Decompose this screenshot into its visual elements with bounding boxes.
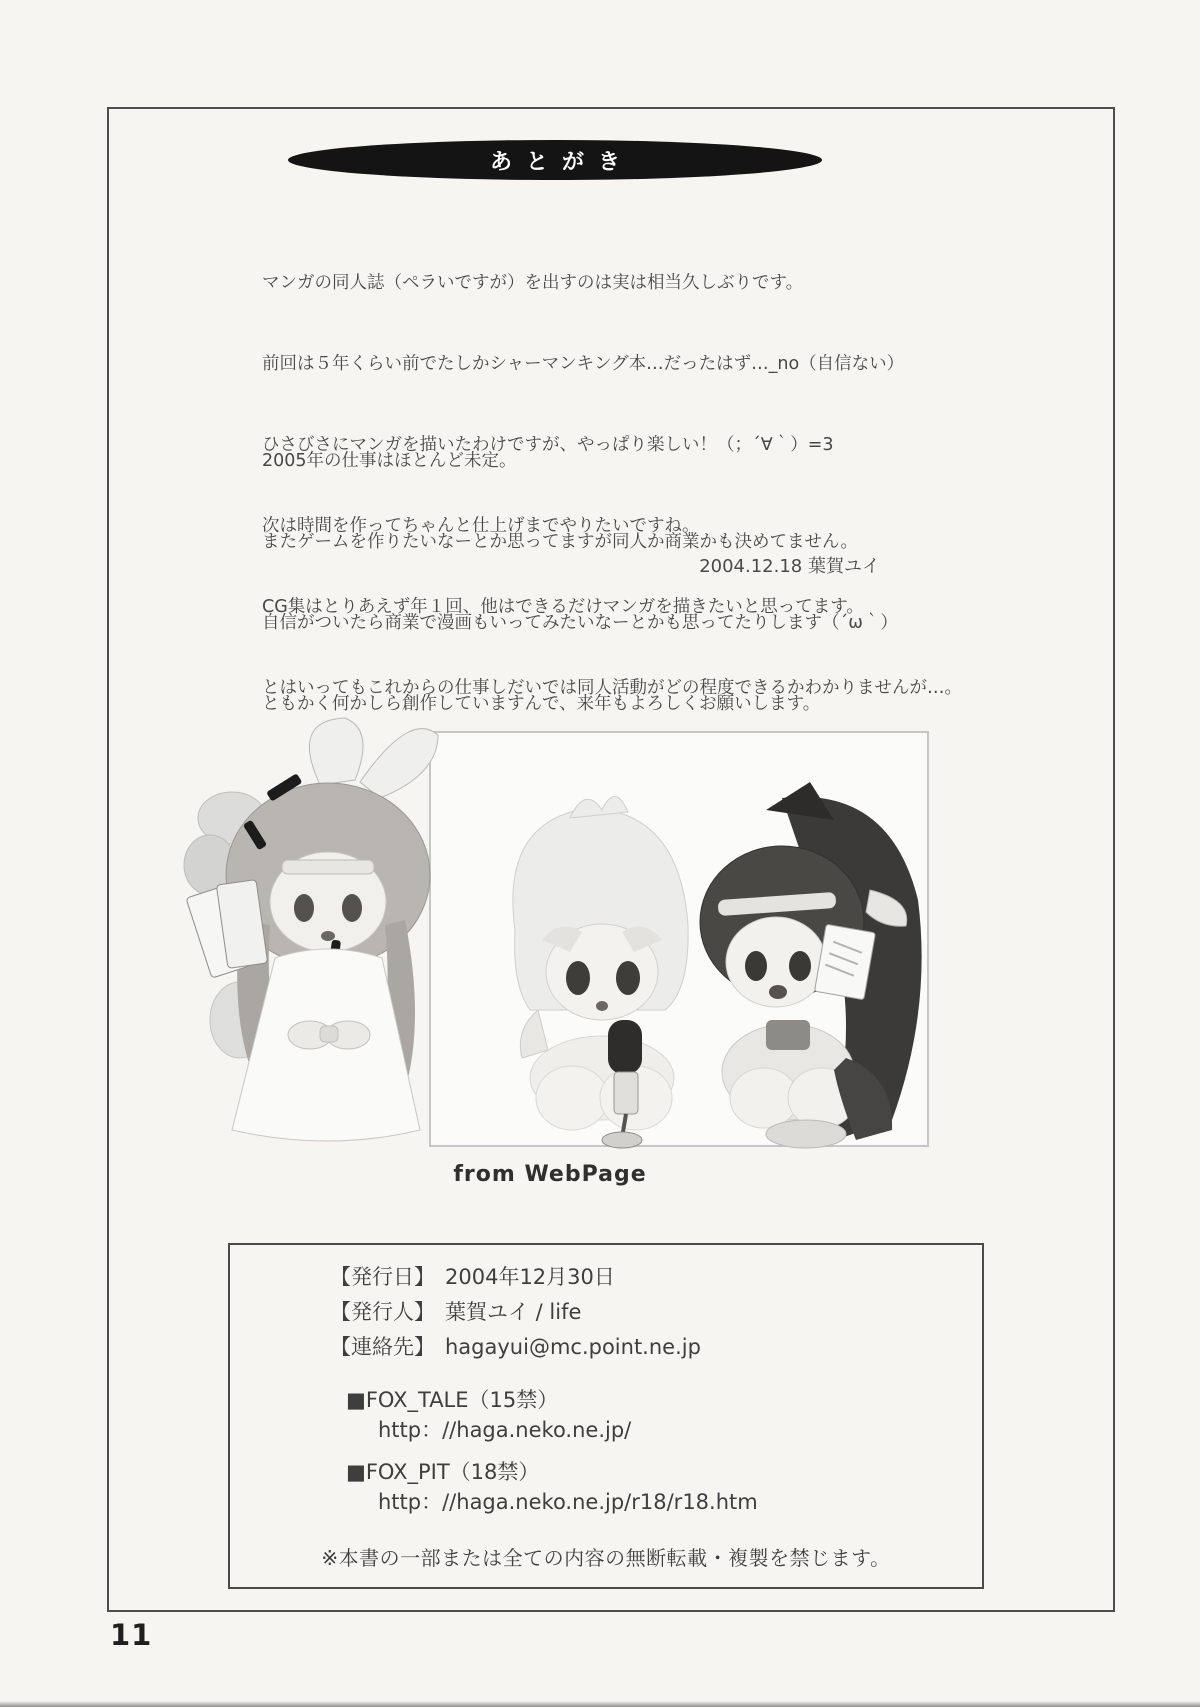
- copyright-notice: ※本書の一部または全ての内容の無断転載・複製を禁じます。: [321, 1546, 891, 1570]
- colophon-label: 【連絡先】: [330, 1335, 435, 1359]
- paragraph-line: 2005年の仕事はほとんど未定。: [262, 451, 517, 471]
- character-left-fox-maiden: [184, 718, 438, 1141]
- paragraph-line: とはいってもこれからの仕事しだいでは同人活動がどの程度できるかわかりませんが…。: [262, 678, 962, 698]
- website-entry-fox-tale: [346, 1385, 982, 1445]
- paragraph-line: 次は時間を作ってちゃんと仕上げまでやりたいですね。: [262, 516, 700, 536]
- character-middle-blonde: [513, 796, 688, 1148]
- paragraph-line: マンガの同人誌（ペラいですが）を出すのは実は相当久しぶりです。: [262, 273, 804, 293]
- colophon-box: [228, 1243, 984, 1589]
- afterword-banner: [288, 140, 822, 180]
- colophon-value: hagayui@mc.point.ne.jp: [445, 1335, 701, 1359]
- website-url: http：//haga.neko.ne.jp/: [378, 1418, 632, 1442]
- colophon-row-contact: [330, 1330, 982, 1365]
- illustration-caption: from WebPage: [453, 1162, 647, 1187]
- paragraph-line: ひさびさにマンガを描いたわけですが、やっぱり楽しい！（；´∀｀）=3: [262, 435, 834, 455]
- paragraph-line: CG集はとりあえず年１回、他はできるだけマンガを描きたいと思ってます。: [262, 597, 864, 617]
- colophon-rows: [330, 1260, 982, 1365]
- colophon-value: 葉賀ユイ / life: [445, 1300, 582, 1324]
- paragraph-line: またゲームを作りたいなーとか思ってますが同人か商業かも決めてません。: [262, 532, 859, 552]
- chibi-characters-drawing: [170, 690, 930, 1155]
- website-list: [346, 1385, 982, 1517]
- colophon-row-publisher: [330, 1295, 982, 1330]
- colophon-row-publish-date: [330, 1260, 982, 1295]
- paragraph-line: 前回は５年くらい前でたしかシャーマンキング本…だったはず…_no（自信ない）: [262, 354, 905, 374]
- colophon-label: 【発行人】: [330, 1300, 435, 1324]
- colophon-label: 【発行日】: [330, 1265, 435, 1289]
- page-number: 11: [110, 1618, 153, 1652]
- ofuda-cards: [186, 880, 268, 978]
- scan-bottom-edge: [0, 1701, 1200, 1707]
- paragraph-line: 自信がついたら商業で漫画もいってみたいなーとかも思ってたりします（´ω｀）: [262, 613, 898, 633]
- paragraph-line: ともかく何かしら創作していますんで、来年もよろしくお願いします。: [262, 694, 821, 714]
- afterword-banner-title: あとがき: [489, 149, 634, 175]
- website-url: http：//haga.neko.ne.jp/r18/r18.htm: [378, 1490, 758, 1514]
- colophon-value: 2004年12月30日: [445, 1265, 615, 1289]
- character-illustration: [170, 690, 930, 1155]
- website-name: ■FOX_TALE（15禁）: [346, 1388, 559, 1412]
- website-entry-fox-pit: [346, 1457, 982, 1517]
- website-name: ■FOX_PIT（18禁）: [346, 1460, 540, 1484]
- date-signature: 2004.12.18 葉賀ユイ: [699, 556, 880, 577]
